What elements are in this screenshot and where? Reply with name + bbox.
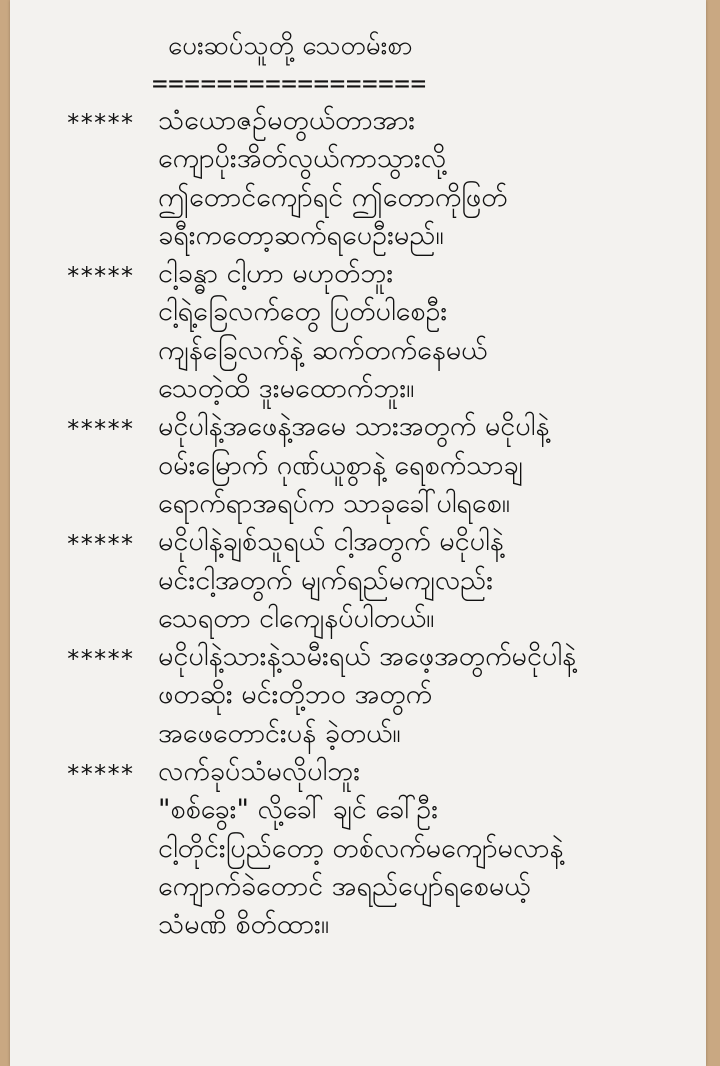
poem-line: [66, 293, 706, 331]
poem-line: [66, 791, 706, 829]
title-underline: =================: [152, 69, 427, 99]
poem-line-text: ခရီးကတော့ဆက်ရပေဦးမည်။: [158, 219, 444, 251]
stanza-marker: *****: [66, 530, 134, 559]
poem-line: [66, 523, 706, 561]
poem-line-text: "စစ်ခွေး" လို့ခေါ် ချင် ခေါ်ဦး: [158, 794, 439, 826]
poem-line-text: ဤတောင်ကျော်ရင် ဤတောကိုဖြတ်: [158, 181, 508, 213]
poem-line: [66, 370, 706, 408]
poem-line: [66, 217, 706, 255]
poem-line-text: သေရတာ ငါကျေနပ်ပါတယ်။: [158, 602, 435, 634]
poem-line: [66, 600, 706, 638]
poem-line: [66, 408, 706, 446]
poem-line-text: သေတဲ့ထိ ဒူးမထောက်ဘူး။: [158, 373, 415, 405]
poem-line: [66, 868, 706, 906]
poem-line: [66, 447, 706, 485]
poem-line-text: ငါ့ရဲ့ခြေလက်တွေ ပြတ်ပါစေဦး: [158, 296, 448, 328]
poem-line: [66, 906, 706, 944]
poem-line-text: ကျောက်ခဲတောင် အရည်ပျော်ရစေမယ့်: [158, 870, 531, 902]
poem-line-text: မငိုပါနဲ့ချစ်သူရယ် ငါ့အတွက် မငိုပါနဲ့: [158, 526, 504, 558]
poem-line-text: လက်ခုပ်သံမလိုပါဘူး: [158, 756, 361, 788]
poem-line-text: မငိုပါနဲ့အဖေနဲ့အမေ သားအတွက် မငိုပါနဲ့: [158, 411, 550, 443]
poem-line: [66, 830, 706, 868]
poem-line-text: ရောက်ရာအရပ်က သာခုခေါ်ပါရစေ။: [158, 487, 510, 519]
stanza-marker: *****: [66, 109, 134, 137]
poem-line: [66, 102, 706, 140]
poem-line: [66, 676, 706, 714]
poem-line: [66, 753, 706, 791]
poem-line-text: ဝမ်းမြောက် ဂုဏ်ယူစွာနဲ့ ရေစက်သာချ: [158, 449, 523, 481]
poem-line-text: ငါ့တိုင်းပြည်တော့ တစ်လက်မကျော်မလာနဲ့: [158, 832, 564, 864]
stanza-marker: *****: [66, 262, 134, 291]
poem-line-text: မငိုပါနဲ့သားနဲ့သမီးရယ် အဖေ့အတွက်မငိုပါနဲ့: [158, 641, 576, 673]
poem-line: [66, 140, 706, 178]
poem-line-text: သံယောဇဉ်မတွယ်တာအား: [158, 105, 416, 136]
stanza-marker: *****: [66, 760, 134, 789]
poem-line: [66, 179, 706, 217]
poem-line-text: အဖေတောင်းပန် ခဲ့တယ်။: [158, 717, 401, 749]
poem-title: ပေးဆပ်သူတို့ သေတမ်းစာ: [168, 31, 413, 61]
poem-body: [66, 102, 706, 945]
poem-line-text: ငါ့ခန္ဓာ ငါ့ဟာ မဟုတ်ဘူး: [158, 258, 394, 290]
poem-line: [66, 255, 706, 293]
stanza-marker: *****: [66, 645, 134, 674]
poem-line: [66, 638, 706, 676]
poem-line: [66, 562, 706, 600]
poem-line-text: ဖတဆိုး မင်းတို့ဘဝ အတွက်: [158, 679, 433, 711]
poem-line-text: မင်းငါ့အတွက် မျက်ရည်မကျလည်း: [158, 564, 494, 596]
stanza-marker: *****: [66, 415, 134, 444]
poem-line: [66, 485, 706, 523]
poem-line-text: ကျန်ခြေလက်နဲ့ ဆက်တက်နေမယ်: [158, 334, 488, 366]
poem-line-text: သံမဏိ စိတ်ထား။: [158, 909, 330, 941]
document-page: [10, 0, 706, 1066]
poem-line: [66, 332, 706, 370]
poem-line: [66, 715, 706, 753]
poem-line-text: ကျောပိုးအိတ်လွယ်ကာသွားလို့: [158, 143, 447, 175]
